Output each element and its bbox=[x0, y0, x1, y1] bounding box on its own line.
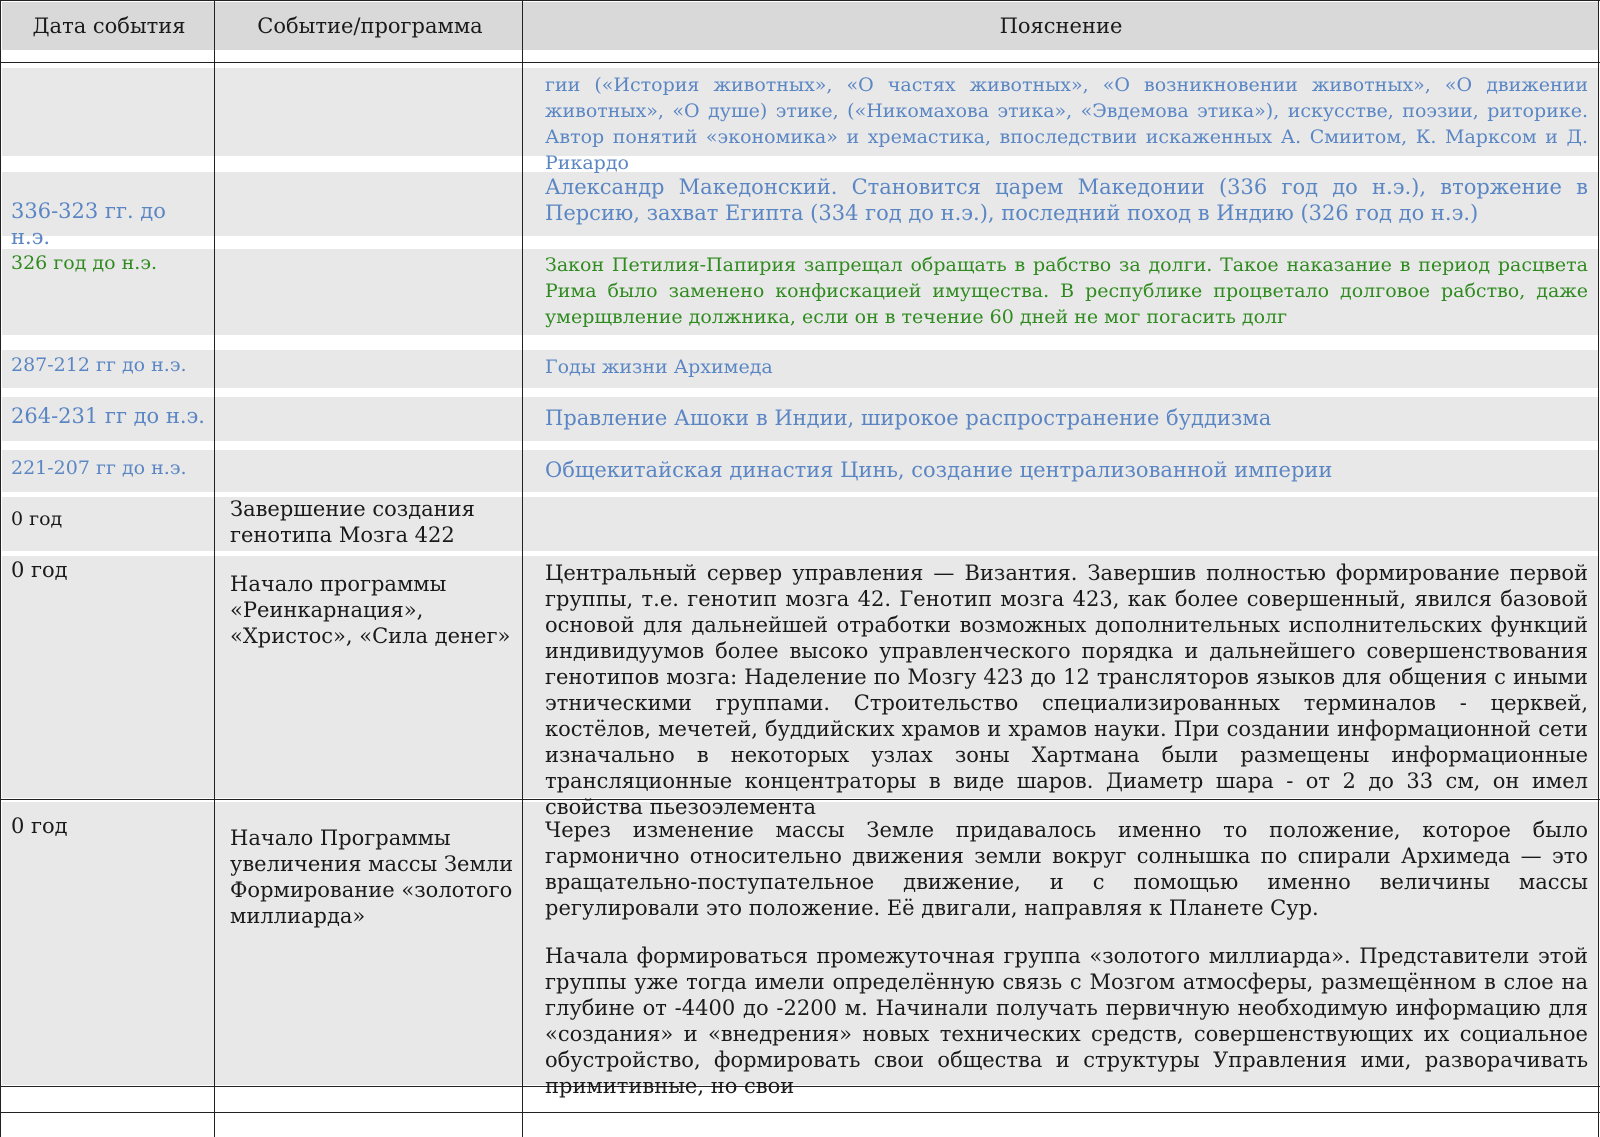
row-note: Александр Македонский. Становится царем Македонии (336 год до н.э.), вторжение в Персию, захват Египта (334 год до н.э.), последний поход в Индию (326 год до н.э.) bbox=[545, 175, 1588, 225]
row-date: 221-207 гг до н.э. bbox=[11, 457, 187, 479]
header-date: Дата события bbox=[32, 14, 186, 38]
note-paragraph: Через изменение массы Земле придавалось именно то положение, которое было гармонично относительно движения земли вокруг солнышка по спирали Архимеда — это вращательно-поступательное движение, и с помощью именно величины массы регулировали это положение. Её двигали, направляя к Планете Сур. bbox=[545, 818, 1588, 920]
row-note: Закон Петилия-Папирия запрещал обращать в рабство за долги. Такое наказание в период расцвета Рима было заменено конфискацией имущества. В республике процветало долговое рабство, даже умерщвление должника, если он в течение 60 дней не мог погасить долг bbox=[545, 254, 1588, 328]
column-separator bbox=[522, 0, 523, 1137]
table-border-bottom bbox=[0, 1112, 1600, 1113]
table-header bbox=[2, 2, 1598, 50]
column-separator bbox=[214, 0, 215, 1137]
row-note bbox=[545, 817, 1588, 1099]
row-note: Центральный сервер управления — Византия. Завершив полностью формирование первой группы, т.е. генотип мозга 42. Генотип мозга 423, как более совершенный, явился базовой основой для дальнейшей отработки возможных дополнительных исполнительских функций индивидуумов более высоко управленческого порядка и дальнейшего совершенствования генотипов мозга: Наделение по Мозгу 423 до 12 трансляторов языков для общения с иными этническими группами. Строительство специализированных терминалов - церквей, костёлов, мечетей, буддийских храмов и храмов науки. При создании информационной сети изначально в некоторых узлах зоны Хартмана были размещены информационные трансляционные концентраторы в виде шаров. Диаметр шара - от 2 до 33 см, он имел свойства пьезоэлемента bbox=[545, 561, 1588, 819]
row-note: гии («История животных», «О частях животных», «О возникновении животных», «О движении животных», «О душе) этике, («Никомахова этика», «Эвдемова этика»), искусстве, поэзии, риторике. Автор понятий «экономика» и хремастика, впоследствии искаженных А. Смиитом, К. Марксом и Д. Рикардо bbox=[545, 74, 1588, 174]
row-date: 264-231 гг до н.э. bbox=[11, 404, 205, 428]
row-event: Завершение создания генотипа Мозга 422 bbox=[230, 497, 475, 547]
row-date: 0 год bbox=[11, 508, 63, 530]
table-border-top bbox=[0, 0, 1600, 1]
row-date: 0 год bbox=[11, 814, 68, 838]
note-paragraph: Начала формироваться промежуточная группа «золотого миллиарда». Представители этой группы уже тогда имели определённую связь с Мозгом атмосферы, размещённом в слое на глубине от -4400 до -2200 м. Начинали получать первичную необходимую информацию для «создания» и «внедрения» новых технических средств, совершенствующих их социальное обустройство, формировать свои общества и структуры Управления ими, разворачивать примитивные, но свои bbox=[545, 944, 1588, 1098]
table-border-left bbox=[0, 0, 1, 1137]
row-date: 336-323 гг. до н.э. bbox=[11, 199, 166, 249]
row-date: 326 год до н.э. bbox=[11, 252, 157, 274]
row-event: Начало программы «Реинкарнация», «Христос», «Сила денег» bbox=[230, 572, 511, 648]
header-event: Событие/программа bbox=[257, 14, 483, 38]
row-date: 287-212 гг до н.э. bbox=[11, 354, 187, 376]
row-note: Годы жизни Архимеда bbox=[545, 356, 773, 378]
row-note: Общекитайская династия Цинь, создание централизованной империи bbox=[545, 458, 1333, 482]
header-note: Пояснение bbox=[999, 14, 1123, 38]
row-note: Правление Ашоки в Индии, широкое распространение буддизма bbox=[545, 406, 1272, 430]
row-date: 0 год bbox=[11, 558, 68, 582]
header-separator bbox=[0, 62, 1600, 63]
table-border-right bbox=[1598, 0, 1599, 1137]
row-event: Начало Программы увеличения массы Земли Формирование «золотого миллиарда» bbox=[230, 826, 514, 928]
